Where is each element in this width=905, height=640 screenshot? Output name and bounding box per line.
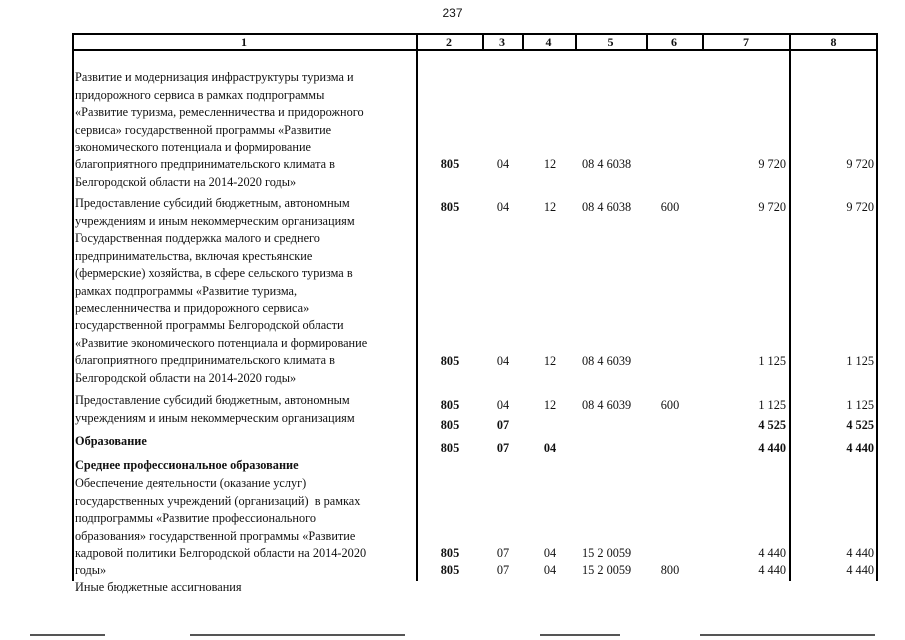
cell-section: 04	[496, 157, 510, 171]
row-description: Обеспечение деятельности (оказание услуг) государственных учреждений (организаций) в рамках подпрограммы «Развитие профессионального образования» государственной программы «Развитие кадровой политики Белгородской области на 2014-2020 годы»	[75, 476, 367, 578]
cell-ministry: 805	[440, 546, 460, 560]
header-cell-8: 8	[790, 33, 877, 51]
cell-expense-type: 600	[660, 200, 680, 214]
column-divider	[522, 33, 524, 51]
cell-section: 04	[496, 200, 510, 214]
cell-section: 07	[496, 563, 510, 577]
scan-edge-mark	[30, 634, 105, 636]
column-divider	[789, 33, 791, 581]
cell-subsection: 04	[543, 563, 557, 577]
cell-amount-7: 4 440	[758, 546, 786, 560]
cell-amount-8: 9 720	[846, 200, 874, 214]
cell-section: 07	[496, 418, 510, 432]
cell-subsection: 04	[543, 546, 557, 560]
header-cell-5: 5	[575, 33, 646, 51]
cell-subsection: 04	[543, 441, 557, 455]
cell-amount-8: 9 720	[846, 157, 874, 171]
cell-ministry: 805	[440, 418, 460, 432]
cell-subsection: 12	[543, 398, 557, 412]
cell-expense-type: 800	[660, 563, 680, 577]
cell-ministry: 805	[440, 398, 460, 412]
scan-edge-mark	[540, 634, 620, 636]
cell-target-article: 08 4 6039	[582, 354, 632, 368]
row-description: Предоставление субсидий бюджетным, автономным учреждениям и иным некоммерческим организациям	[75, 196, 355, 228]
cell-amount-7: 4 440	[758, 441, 786, 455]
cell-target-article: 15 2 0059	[582, 563, 632, 577]
cell-amount-8: 1 125	[846, 398, 874, 412]
scan-edge-mark	[190, 634, 405, 636]
cell-target-article: 15 2 0059	[582, 546, 632, 560]
header-cell-1: 1	[72, 33, 416, 51]
cell-target-article: 08 4 6038	[582, 200, 632, 214]
cell-amount-8: 4 440	[846, 441, 874, 455]
cell-amount-7: 1 125	[758, 398, 786, 412]
page-number: 237	[442, 6, 463, 20]
cell-amount-7: 1 125	[758, 354, 786, 368]
cell-subsection: 12	[543, 157, 557, 171]
table-border-left	[72, 33, 74, 581]
header-cell-3: 3	[482, 33, 522, 51]
cell-amount-8: 1 125	[846, 354, 874, 368]
cell-target-article: 08 4 6039	[582, 398, 632, 412]
column-divider	[702, 33, 704, 51]
row-description-section: Образование	[75, 434, 147, 449]
cell-subsection: 12	[543, 200, 557, 214]
cell-ministry: 805	[440, 441, 460, 455]
row-description: Предоставление субсидий бюджетным, автономным учреждениям и иным некоммерческим организациям	[75, 393, 355, 425]
cell-amount-7: 9 720	[758, 157, 786, 171]
cell-amount-8: 4 440	[846, 563, 874, 577]
cell-ministry: 805	[440, 354, 460, 368]
cell-section: 07	[496, 441, 510, 455]
header-cell-2: 2	[416, 33, 482, 51]
cell-subsection: 12	[543, 354, 557, 368]
row-description: Иные бюджетные ассигнования	[75, 580, 242, 595]
header-cell-6: 6	[646, 33, 702, 51]
row-description: Развитие и модернизация инфраструктуры туризма и придорожного сервиса в рамках подпрограммы «Развитие туризма, ремесленничества и придорожного сервиса» государственной программы «Развитие экономического потенциала и формирование благоприятного предпринимательского климата в Белгородской области на 2014-2020 годы»	[75, 70, 364, 189]
column-divider	[575, 33, 577, 51]
column-divider	[416, 33, 418, 581]
header-cell-4: 4	[522, 33, 575, 51]
column-divider	[646, 33, 648, 51]
cell-ministry: 805	[440, 563, 460, 577]
scan-edge-mark	[700, 634, 875, 636]
cell-section: 07	[496, 546, 510, 560]
cell-ministry: 805	[440, 200, 460, 214]
cell-ministry: 805	[440, 157, 460, 171]
cell-expense-type: 600	[660, 398, 680, 412]
row-description: Государственная поддержка малого и среднего предпринимательства, включая крестьянские (фермерские) хозяйства, в сфере сельского туризма в рамках подпрограммы «Развитие туризма, ремесленничества и придорожного сервиса» государственной программы Белгородской области «Развитие экономического потенциала и формирование благоприятного предпринимательского климата в Белгородской области на 2014-2020 годы»	[75, 231, 368, 385]
cell-amount-7: 4 440	[758, 563, 786, 577]
column-divider	[482, 33, 484, 51]
cell-section: 04	[496, 354, 510, 368]
cell-amount-8: 4 440	[846, 546, 874, 560]
cell-section: 04	[496, 398, 510, 412]
cell-amount-7: 4 525	[758, 418, 786, 432]
cell-amount-8: 4 525	[846, 418, 874, 432]
cell-amount-7: 9 720	[758, 200, 786, 214]
header-cell-7: 7	[702, 33, 790, 51]
row-description-subsection: Среднее профессиональное образование	[75, 458, 299, 473]
table-border-right	[876, 33, 878, 581]
cell-target-article: 08 4 6038	[582, 157, 632, 171]
